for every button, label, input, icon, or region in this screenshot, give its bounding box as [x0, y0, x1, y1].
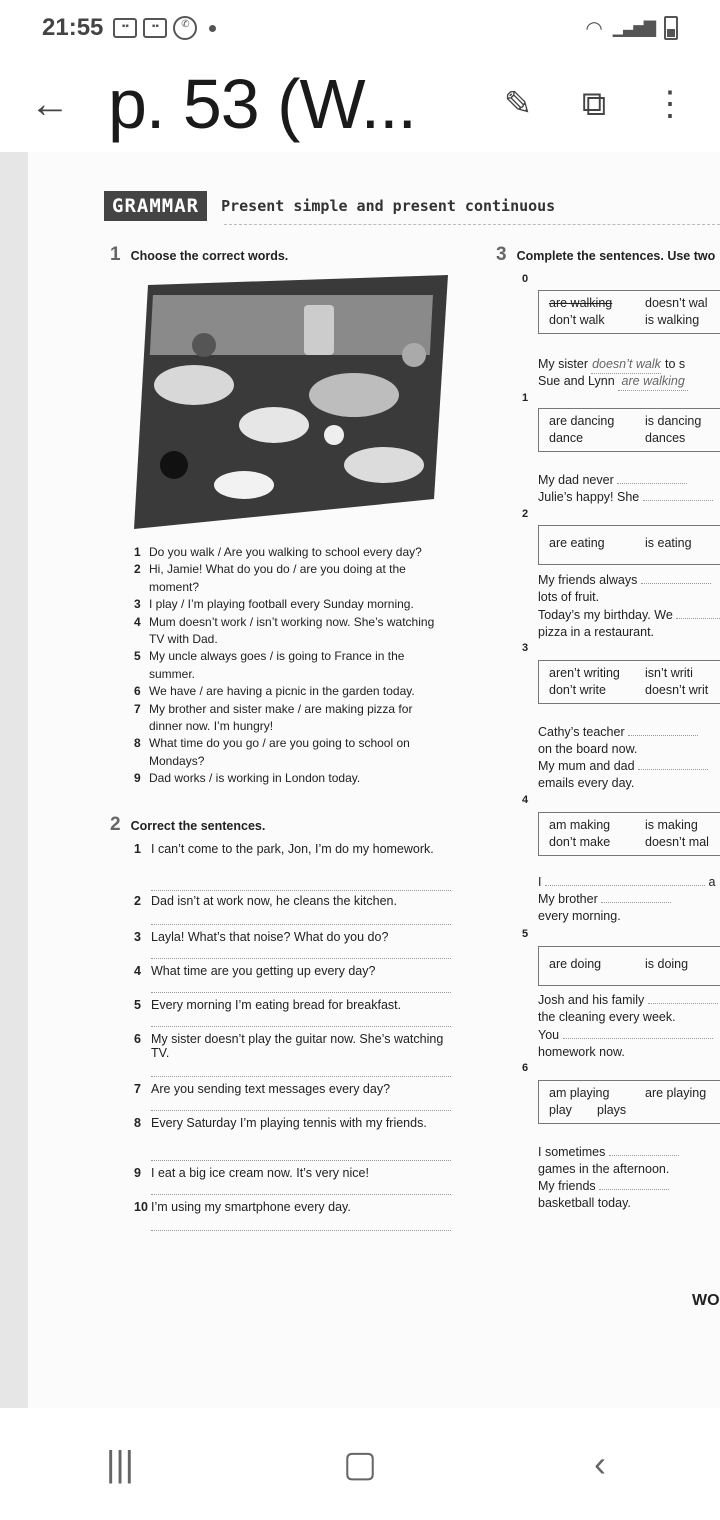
sentence: Josh and his family the cleaning every week.	[538, 992, 718, 1026]
exercise-2-title: 2 Correct the sentences.	[110, 814, 266, 835]
list-item: 1 Do you walk / Are you walking to school every day?	[134, 545, 422, 559]
answer-line[interactable]	[151, 1160, 451, 1161]
sentence: My sister doesn’t walk to s	[538, 356, 685, 374]
header-divider	[224, 224, 720, 225]
word-box: are eating is eating	[538, 525, 720, 565]
sentence: Cathy’s teacher on the board now.	[538, 724, 698, 758]
list-item: 10 I’m using my smartphone every day.	[134, 1200, 351, 1214]
word-box: are dancing is dancing dance dances	[538, 408, 720, 452]
list-item: 5 My uncle always goes / is going to France in the summer.	[134, 649, 405, 681]
system-navigation-bar	[0, 1408, 720, 1520]
list-item: 3 I play / I’m playing football every Sunday morning.	[134, 597, 414, 612]
list-item: 6 My sister doesn’t play the guitar now. She’s watching TV.	[134, 1032, 444, 1060]
battery-icon	[664, 16, 678, 40]
answer-line[interactable]	[151, 1026, 451, 1027]
sentence: My friends basketball today.	[538, 1178, 669, 1212]
word-box: am making is making don’t make doesn’t mal	[538, 812, 720, 856]
answer-line[interactable]	[151, 1194, 451, 1195]
grammar-header	[104, 190, 555, 222]
status-time: 21:55	[42, 14, 104, 41]
item-number: 4	[522, 794, 529, 806]
answer-blank[interactable]: doesn’t walk	[591, 356, 661, 374]
answer-blank[interactable]	[599, 1189, 669, 1190]
viber-icon: ✆	[173, 16, 197, 40]
sentence: My mum and dad emails every day.	[538, 758, 708, 792]
home-icon[interactable]: ▢	[342, 1443, 377, 1484]
answer-line[interactable]	[151, 1110, 451, 1111]
word-box: are walking doesn’t wal don’t walk is walking	[538, 290, 720, 334]
food-table-photo	[134, 275, 448, 529]
answer-blank[interactable]	[676, 618, 720, 619]
edit-pencil-icon[interactable]: ✎	[503, 85, 533, 123]
grammar-subtitle: Present simple and present continuous	[221, 197, 556, 215]
sentence: My brother every morning.	[538, 891, 671, 925]
answer-line[interactable]	[151, 1230, 451, 1231]
list-item: 5 Every morning I’m eating bread for breakfast.	[134, 998, 402, 1012]
answer-blank[interactable]	[628, 735, 698, 736]
system-icons	[585, 16, 678, 41]
answer-blank[interactable]	[563, 1038, 713, 1039]
signal-icon: ▁▃▅▇	[612, 20, 654, 37]
status-bar	[0, 0, 720, 56]
word-box: am playing are playing play plays	[538, 1080, 720, 1124]
more-notifications-dot	[209, 25, 216, 32]
exercise-1-title: 1 Choose the correct words.	[110, 244, 289, 265]
answer-blank[interactable]	[617, 483, 687, 484]
back-arrow-icon[interactable]: ←	[30, 81, 70, 126]
item-number: 1	[522, 392, 529, 404]
app-actions	[496, 84, 692, 124]
document-viewer[interactable]	[0, 152, 720, 1408]
sentence: I sometimes games in the afternoon.	[538, 1144, 679, 1178]
word-box: aren’t writing isn’t writi don’t write doesn’t writ	[538, 660, 720, 704]
item-number: 6	[522, 1062, 529, 1074]
answer-blank[interactable]	[609, 1155, 679, 1156]
list-item: 6 We have / are having a picnic in the garden today.	[134, 684, 415, 699]
page-footer-text: WO	[692, 1292, 720, 1309]
item-number: 3	[522, 642, 529, 654]
list-item: 7 Are you sending text messages every day?	[134, 1082, 391, 1096]
answer-line[interactable]	[151, 924, 451, 925]
worksheet-page	[28, 152, 720, 1408]
list-item: 7 My brother and sister make / are making pizza for dinner now. I’m hungry!	[134, 701, 413, 734]
list-item: 2 Dad isn’t at work now, he cleans the kitchen.	[134, 894, 397, 908]
list-item: 3 Layla! What’s that noise? What do you do?	[134, 930, 389, 944]
wifi-icon: ◠	[585, 17, 603, 40]
item-number: 0	[522, 273, 529, 285]
sentence: You homework now.	[538, 1027, 713, 1061]
list-item: 4 What time are you getting up every day?	[134, 964, 376, 978]
answer-line[interactable]	[151, 992, 451, 993]
list-item: 9 Dad works / is working in London today.	[134, 771, 361, 786]
answer-blank[interactable]	[545, 885, 705, 886]
list-item: 2 Hi, Jamie! What do you do / are you doing at the moment?	[134, 562, 406, 594]
answer-blank[interactable]	[643, 500, 713, 501]
sentence: Today’s my birthday. We pizza in a restaurant.	[538, 607, 720, 641]
list-item: 1 I can’t come to the park, Jon, I’m do my homework.	[134, 842, 434, 856]
answer-blank[interactable]	[601, 902, 671, 903]
app-bar	[0, 56, 720, 152]
back-chevron-icon[interactable]: ‹	[594, 1443, 606, 1484]
sentence: Julie’s happy! She	[538, 489, 713, 506]
list-item: 8 Every Saturday I’m playing tennis with my friends.	[134, 1116, 427, 1130]
answer-blank[interactable]	[641, 583, 711, 584]
answer-line[interactable]	[151, 1076, 451, 1077]
notification-icons	[113, 16, 216, 40]
list-item: 8 What time do you go / are you going to school on Mondays?	[134, 736, 410, 768]
item-number: 2	[522, 508, 529, 520]
word-box: are doing is doing	[538, 946, 720, 986]
calendar-icon: ▪▪	[143, 18, 167, 38]
page-title: p. 53 (W...	[108, 65, 416, 143]
more-options-icon[interactable]: ⋮	[653, 85, 687, 123]
sentence: My dad never	[538, 472, 687, 489]
answer-blank[interactable]: are walking	[618, 373, 688, 391]
answer-blank[interactable]	[648, 1003, 718, 1004]
sentence: I a	[538, 875, 716, 889]
answer-line[interactable]	[151, 958, 451, 959]
list-item: 9 I eat a big ice cream now. It’s very nice!	[134, 1166, 369, 1180]
item-number: 5	[522, 928, 529, 940]
sentence: Sue and Lynn are walking	[538, 373, 688, 391]
answer-blank[interactable]	[638, 769, 708, 770]
answer-line[interactable]	[151, 890, 451, 891]
list-item: 4 Mum doesn’t work / isn’t working now. She’s watching TV with Dad.	[134, 614, 435, 647]
open-external-icon[interactable]: ⧉	[581, 84, 607, 123]
exercise-3-title: 3 Complete the sentences. Use two	[496, 244, 716, 265]
exercise-1-list	[134, 544, 449, 788]
grammar-label: GRAMMAR	[104, 191, 207, 221]
calendar-icon: ▪▪	[113, 18, 137, 38]
recent-apps-icon[interactable]: |||	[105, 1443, 135, 1484]
sentence: My friends always lots of fruit.	[538, 572, 711, 606]
